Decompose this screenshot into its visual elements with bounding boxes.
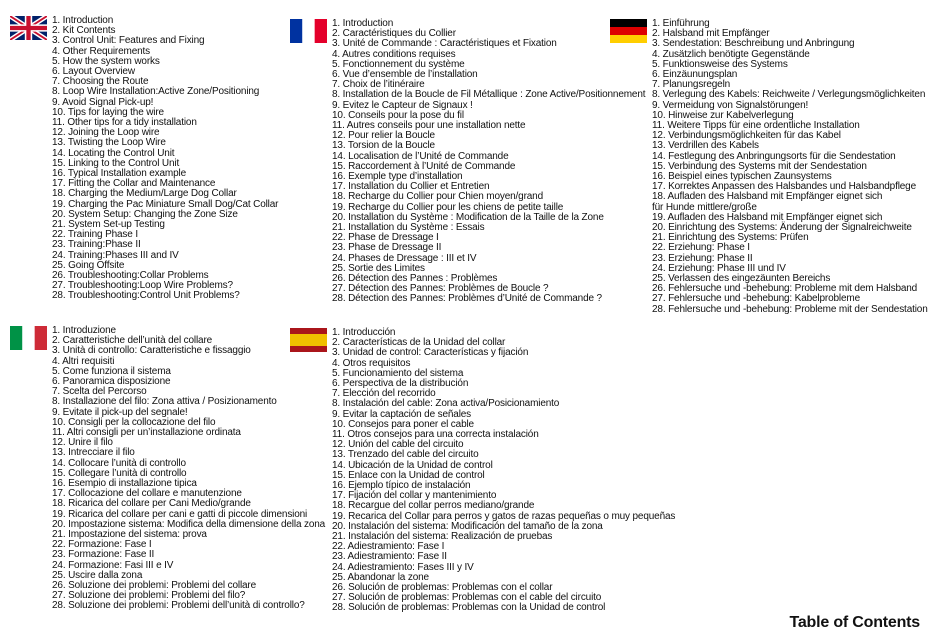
toc-entry: 12. Unire il filo — [52, 437, 113, 449]
toc-entry: 16. Ejemplo típico de instalación — [332, 480, 471, 492]
toc-entry: 13. Twisting the Loop Wire — [52, 137, 166, 149]
toc-entry: 18. Recharge du Collier pour Chien moyen/grand — [332, 191, 544, 203]
toc-entry: 13. Verdrillen des Kabels — [652, 140, 759, 152]
toc-entry: 13. Intrecciare il filo — [52, 447, 135, 459]
toc-list-french — [332, 19, 645, 305]
toc-entry: 2. Kit Contents — [52, 25, 116, 37]
page-title: Table of Contents — [789, 614, 920, 631]
toc-entry: 11. Altri consigli per un’installazione ordinata — [52, 427, 241, 439]
toc-entry: 20. Impostazione sistema: Modifica della dimensione della zona — [52, 518, 326, 530]
toc-entry: 25. Verlassen des eingezäunten Bereichs — [652, 273, 831, 285]
toc-entry: 21. System Set-up Testing — [52, 219, 165, 231]
toc-list-spanish — [332, 328, 675, 614]
toc-entry: 28. Fehlersuche und -behebung: Probleme mit der Sendestation — [652, 303, 928, 315]
toc-entry: 8. Installation de la Boucle de Fil Métallique : Zone Active/Positionnement — [332, 89, 646, 101]
toc-entry: 23. Training:Phase II — [52, 239, 141, 251]
toc-entry: 6. Einzäunungsplan — [652, 69, 738, 81]
toc-entry: 9. Evitar la captación de señales — [332, 408, 472, 420]
toc-entry: 7. Planungsregeln — [652, 79, 731, 91]
toc-entry: 1. Introducción — [332, 327, 396, 338]
toc-entry: 4. Zusätzlich benötigte Gegenstände — [652, 48, 810, 60]
toc-entry: 3. Unidad de control: Características y fijación — [332, 347, 529, 359]
toc-entry: 20. Instalación del sistema: Modificación del tamaño de la zona — [332, 520, 603, 532]
toc-entry: 8. Loop Wire Installation:Active Zone/Positioning — [52, 86, 260, 98]
toc-entry: 7. Choix de l’itinéraire — [332, 79, 425, 91]
toc-list-german — [652, 19, 928, 315]
toc-list-italian — [52, 326, 325, 612]
toc-entry: 17. Fitting the Collar and Maintenance — [52, 178, 216, 190]
toc-entry: 23. Phase de Dressage II — [332, 242, 442, 254]
toc-entry: 17. Korrektes Anpassen des Halsbandes und Halsbandpflege — [652, 181, 917, 193]
toc-entry: 3. Unità di controllo: Caratteristiche e fissaggio — [52, 345, 251, 357]
toc-entry: 21. Installation du Système : Essais — [332, 222, 485, 234]
toc-entry: 10. Consigli per la collocazione del filo — [52, 416, 216, 428]
toc-entry: 15. Raccordement à l’Unité de Commande — [332, 160, 516, 172]
toc-entry: 22. Adiestramiento: Fase I — [332, 541, 445, 553]
france-flag-icon — [290, 19, 327, 43]
toc-entry: 15. Verbindung des Systems mit der Sendestation — [652, 160, 867, 172]
toc-entry: 11. Weitere Tipps für eine ordentliche Installation — [652, 120, 860, 132]
toc-entry: 26. Soluzione dei problemi: Problemi del collare — [52, 580, 257, 592]
toc-entry: 16. Esempio di installazione tipica — [52, 478, 197, 490]
toc-entry: 27. Fehlersuche und -behebung: Kabelprobleme — [652, 293, 860, 305]
spain-flag-icon — [290, 328, 327, 352]
toc-entry: 7. Choosing the Route — [52, 76, 149, 88]
toc-entry: 28. Soluzione dei problemi: Problemi dell’unità di controllo? — [52, 600, 305, 612]
toc-entry: 19. Ricarica del collare per cani e gatti di piccole dimensioni — [52, 508, 308, 520]
toc-entry: 24. Training:Phases III and IV — [52, 249, 179, 261]
toc-entry: 20. Installation du Système : Modification de la Taille de la Zone — [332, 211, 604, 223]
toc-entry: 25. Uscire dalla zona — [52, 569, 143, 581]
toc-entry: 28. Troubleshooting:Control Unit Problems? — [52, 290, 240, 302]
toc-entry: 15. Collegare l’unità di controllo — [52, 467, 187, 479]
toc-entry: 10. Tips for laying the wire — [52, 106, 164, 118]
toc-entry: 1. Introduction — [52, 15, 114, 26]
toc-entry: 19. Charging the Pac Miniature Small Dog/Cat Collar — [52, 198, 279, 210]
toc-entry: 16. Typical Installation example — [52, 168, 186, 180]
toc-entry: 21. Instalación del sistema: Realización de pruebas — [332, 531, 553, 543]
toc-entry: 21. Einrichtung des Systems: Prüfen — [652, 232, 809, 244]
toc-entry: 1. Einführung — [652, 18, 710, 29]
toc-entry: 1. Introduction — [332, 18, 394, 29]
germany-flag-icon — [610, 19, 647, 43]
toc-entry: 23. Formazione: Fase II — [52, 549, 155, 561]
toc-entry: 26. Fehlersuche und -behebung: Probleme mit dem Halsband — [652, 283, 918, 295]
toc-entry: 13. Trenzado del cable del circuito — [332, 449, 479, 461]
toc-entry: 4. Autres conditions requises — [332, 48, 456, 60]
uk-flag-icon — [10, 16, 47, 40]
toc-entry: 28. Détection des Pannes: Problèmes d’Unité de Commande ? — [332, 293, 602, 305]
toc-entry: 12. Unión del cable del circuito — [332, 439, 464, 451]
toc-entry: 6. Vue d’ensemble de l’installation — [332, 69, 478, 81]
toc-entry: 27. Troubleshooting:Loop Wire Problems? — [52, 280, 233, 292]
toc-entry: 25. Sortie des Limites — [332, 262, 425, 274]
toc-entry: 14. Localisation de l’Unité de Commande — [332, 150, 509, 162]
toc-entry: 4. Otros requisitos — [332, 357, 411, 369]
toc-entry: 9. Avoid Signal Pick-up! — [52, 96, 154, 108]
toc-entry: 22. Formazione: Fase I — [52, 539, 152, 551]
toc-entry: 26. Solución de problemas: Problemas con el collar — [332, 582, 553, 594]
toc-entry: 22. Phase de Dressage I — [332, 232, 439, 244]
toc-entry: 20. Einrichtung des Systems: Änderung der Signalreichweite — [652, 222, 912, 234]
toc-entry: 6. Panoramica disposizione — [52, 376, 171, 388]
toc-entry: 24. Phases de Dressage : III et IV — [332, 252, 477, 264]
toc-entry: für Hunde mittlere/große — [652, 201, 757, 213]
toc-entry: 24. Adiestramiento: Fases III y IV — [332, 561, 474, 573]
toc-entry: 2. Halsband mit Empfänger — [652, 28, 770, 40]
toc-entry: 14. Locating the Control Unit — [52, 147, 175, 159]
toc-entry: 3. Sendestation: Beschreibung und Anbringung — [652, 38, 855, 50]
toc-entry: 4. Other Requirements — [52, 45, 151, 57]
toc-entry: 12. Verbindungsmöglichkeiten für das Kabel — [652, 130, 841, 142]
toc-entry: 25. Abandonar la zone — [332, 571, 429, 583]
toc-entry: 27. Soluzione dei problemi: Problemi del filo? — [52, 590, 246, 602]
toc-entry: 5. How the system works — [52, 55, 160, 67]
toc-entry: 18. Recargue del collar perros mediano/grande — [332, 500, 535, 512]
toc-entry: 12. Joining the Loop wire — [52, 127, 160, 139]
toc-entry: 11. Other tips for a tidy installation — [52, 117, 197, 129]
toc-entry: 8. Verlegung des Kabels: Reichweite / Verlegungsmöglichkeiten — [652, 89, 926, 101]
toc-entry: 19. Recharge du Collier pour les chiens de petite taille — [332, 201, 564, 213]
toc-entry: 12. Pour relier la Boucle — [332, 130, 435, 142]
toc-entry: 18. Charging the Medium/Large Dog Collar — [52, 188, 237, 200]
toc-entry: 16. Beispiel eines typischen Zaunsystems — [652, 171, 832, 183]
toc-entry: 6. Perspectiva de la distribución — [332, 378, 469, 390]
toc-entry: 26. Détection des Pannes : Problèmes — [332, 273, 498, 285]
toc-entry: 21. Impostazione del sistema: prova — [52, 529, 207, 541]
toc-entry: 3. Unité de Commande : Caractéristiques et Fixation — [332, 38, 557, 50]
toc-entry: 17. Collocazione del collare e manutenzione — [52, 488, 242, 500]
toc-entry: 22. Training Phase I — [52, 229, 138, 241]
toc-entry: 5. Come funziona il sistema — [52, 365, 171, 377]
italy-flag-icon — [10, 326, 47, 350]
toc-entry: 14. Ubicación de la Unidad de control — [332, 459, 493, 471]
toc-entry: 26. Troubleshooting:Collar Problems — [52, 270, 209, 282]
toc-entry: 19. Recarica del Collar para perros y gatos de razas pequeñas o muy pequeñas — [332, 510, 676, 522]
toc-entry: 1. Introduzione — [52, 325, 116, 336]
toc-entry: 23. Adiestramiento: Fase II — [332, 551, 447, 563]
toc-entry: 11. Autres conseils pour une installation nette — [332, 120, 526, 132]
toc-entry: 2. Caractéristiques du Collier — [332, 28, 456, 40]
toc-entry: 3. Control Unit: Features and Fixing — [52, 35, 205, 47]
toc-entry: 14. Collocare l’unità di controllo — [52, 457, 186, 469]
toc-entry: 20. System Setup: Changing the Zone Size — [52, 208, 238, 220]
toc-entry: 17. Fijación del collar y mantenimiento — [332, 490, 497, 502]
toc-entry: 2. Caratteristiche dell’unità del collare — [52, 335, 213, 347]
toc-entry: 24. Erziehung: Phase III und IV — [652, 262, 786, 274]
toc-entry: 2. Características de la Unidad del collar — [332, 337, 506, 349]
toc-list-english — [52, 16, 278, 302]
toc-entry: 22. Erziehung: Phase I — [652, 242, 750, 254]
toc-entry: 9. Evitez le Capteur de Signaux ! — [332, 99, 473, 111]
toc-entry: 18. Aufladen des Halsband mit Empfänger eignet sich — [652, 191, 883, 203]
toc-entry: 5. Funktionsweise des Systems — [652, 58, 788, 70]
toc-entry: 6. Layout Overview — [52, 66, 135, 78]
toc-entry: 7. Scelta del Percorso — [52, 386, 147, 398]
toc-entry: 13. Torsion de la Boucle — [332, 140, 435, 152]
toc-entry: 5. Fonctionnement du système — [332, 58, 465, 70]
toc-entry: 16. Exemple type d’installation — [332, 171, 463, 183]
toc-entry: 14. Festlegung des Anbringungsorts für die Sendestation — [652, 150, 896, 162]
toc-entry: 8. Installazione del filo: Zona attiva / Posizionamento — [52, 396, 277, 408]
toc-entry: 24. Formazione: Fasi III e IV — [52, 559, 174, 571]
toc-entry: 18. Ricarica del collare per Cani Medio/grande — [52, 498, 251, 510]
toc-entry: 27. Détection des Pannes: Problèmes de Boucle ? — [332, 283, 549, 295]
toc-entry: 9. Vermeidung von Signalstörungen! — [652, 99, 809, 111]
toc-entry: 19. Aufladen des Halsband mit Empfänger eignet sich — [652, 211, 883, 223]
toc-entry: 5. Funcionamiento del sistema — [332, 367, 464, 379]
toc-entry: 4. Altri requisiti — [52, 355, 115, 367]
toc-entry: 15. Linking to the Control Unit — [52, 157, 180, 169]
toc-entry: 27. Solución de problemas: Problemas con el cable del circuito — [332, 592, 602, 604]
toc-entry: 28. Solución de problemas: Problemas con la Unidad de control — [332, 602, 606, 614]
toc-entry: 10. Conseils pour la pose du fil — [332, 109, 464, 121]
toc-entry: 10. Consejos para poner el cable — [332, 418, 474, 430]
toc-entry: 10. Hinweise zur Kabelverlegung — [652, 109, 794, 121]
toc-entry: 11. Otros consejos para una correcta instalación — [332, 429, 539, 441]
toc-entry: 23. Erziehung: Phase II — [652, 252, 753, 264]
toc-entry: 9. Evitate il pick-up del segnale! — [52, 406, 188, 418]
toc-entry: 8. Instalación del cable: Zona activa/Posicionamiento — [332, 398, 560, 410]
toc-entry: 17. Installation du Collier et Entretien — [332, 181, 490, 193]
toc-entry: 15. Enlace con la Unidad de control — [332, 469, 485, 481]
toc-entry: 25. Going Offsite — [52, 259, 125, 271]
toc-entry: 7. Elección del recorrido — [332, 388, 436, 400]
